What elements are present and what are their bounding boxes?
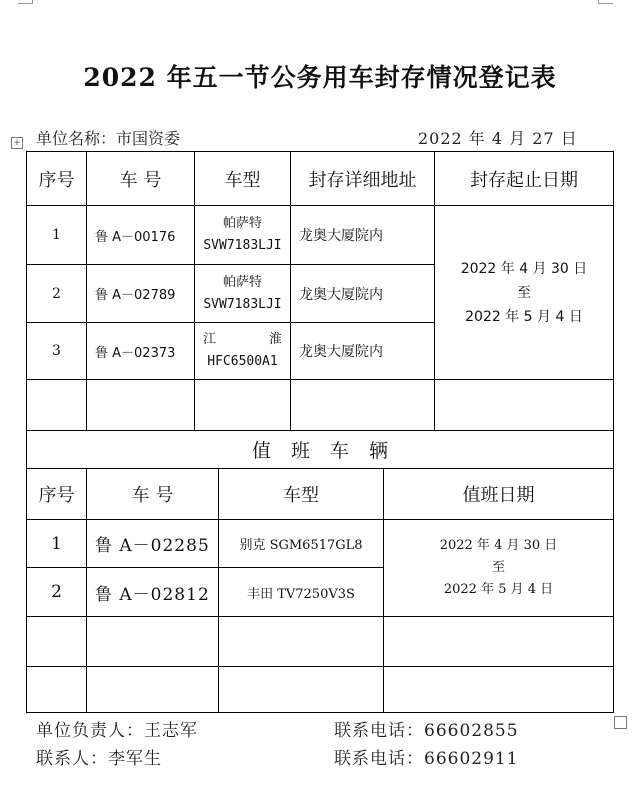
empty-row [27, 667, 614, 713]
empty-cell[interactable] [219, 667, 384, 713]
seal-address: 龙奥大厦院内 [291, 206, 435, 265]
table-header-row [27, 469, 614, 520]
empty-cell[interactable] [27, 667, 87, 713]
row-number: 2 [27, 265, 87, 323]
row-number: 3 [27, 323, 87, 380]
plate-number: 鲁 A－02789 [87, 265, 195, 323]
empty-row [27, 380, 614, 431]
table-move-handle-icon[interactable]: + [11, 137, 23, 149]
document-title: 2022 年五一节公务用车封存情况登记表 [83, 63, 557, 92]
vehicle-model: 丰田 TV7250V3S [219, 568, 384, 617]
row-number: 1 [27, 520, 87, 568]
table-row [27, 206, 614, 265]
row-number: 1 [27, 206, 87, 265]
duty-vehicles-table [26, 430, 614, 713]
registration-date: 2022 年 4 月 27 日 [418, 129, 578, 148]
plate-number: 鲁 A－00176 [87, 206, 195, 265]
empty-cell[interactable] [384, 667, 614, 713]
vehicle-model [195, 323, 291, 380]
page-corner-mark [598, 0, 613, 4]
empty-cell[interactable] [435, 380, 614, 431]
header-cell: 序号 [27, 152, 87, 206]
unit-name: 单位名称：市国资委 [36, 129, 181, 148]
empty-row [27, 617, 614, 667]
empty-cell[interactable] [291, 380, 435, 431]
leader-phone: 联系电话：66602855 [334, 721, 519, 741]
seal-address: 龙奥大厦院内 [291, 265, 435, 323]
vehicle-model: 别克 SGM6517GL8 [219, 520, 384, 568]
header-cell: 序号 [27, 469, 87, 520]
header-cell: 车 号 [87, 469, 219, 520]
header-cell: 封存详细地址 [291, 152, 435, 206]
empty-cell[interactable] [87, 617, 219, 667]
model-code: SVW7183LJI [203, 238, 282, 253]
contact-person: 联系人：李军生 [36, 749, 162, 769]
row-number: 2 [27, 568, 87, 617]
date-separator: 至 [517, 284, 531, 301]
model-name: 帕萨特 [222, 274, 262, 290]
plate-number: 鲁 A－02285 [87, 520, 219, 568]
date-from: 2022 年 4 月 30 日 [460, 260, 588, 277]
seal-date-range [435, 206, 614, 380]
duty-date-range [384, 520, 614, 617]
seal-address: 龙奥大厦院内 [291, 323, 435, 380]
empty-cell[interactable] [384, 617, 614, 667]
section-title-row [27, 431, 614, 469]
plate-number: 鲁 A－02373 [87, 323, 195, 380]
table-resize-handle-icon[interactable] [614, 716, 627, 729]
model-name: 帕萨特 [222, 216, 262, 231]
page-corner-mark [18, 0, 33, 4]
header-cell: 车型 [219, 469, 384, 520]
contact-phone: 联系电话：66602911 [334, 749, 519, 769]
empty-cell[interactable] [87, 667, 219, 713]
date-to: 2022 年 5 月 4 日 [465, 308, 583, 325]
header-cell: 值班日期 [384, 469, 614, 520]
vehicle-model [195, 206, 291, 265]
header-cell: 车 号 [87, 152, 195, 206]
vehicle-model [195, 265, 291, 323]
empty-cell[interactable] [27, 617, 87, 667]
table-row [27, 520, 614, 568]
unit-leader: 单位负责人：王志军 [36, 721, 198, 741]
model-code: SVW7183LJI [203, 296, 282, 312]
plate-number: 鲁 A－02812 [87, 568, 219, 617]
model-name-part: 淮 [268, 332, 282, 347]
empty-cell[interactable] [87, 380, 195, 431]
empty-cell[interactable] [195, 380, 291, 431]
model-name-part: 江 [203, 332, 217, 347]
model-name [195, 329, 290, 351]
duty-section-title: 值班车辆 [27, 431, 614, 469]
header-cell: 车型 [195, 152, 291, 206]
date-from: 2022 年 4 月 30 日 [439, 538, 558, 553]
header-cell: 封存起止日期 [435, 152, 614, 206]
empty-cell[interactable] [27, 380, 87, 431]
empty-cell[interactable] [219, 617, 384, 667]
date-to: 2022 年 5 月 4 日 [443, 582, 554, 597]
table-header-row [27, 152, 614, 206]
date-separator: 至 [492, 560, 506, 575]
sealed-vehicles-table [26, 151, 614, 431]
model-code: HFC6500A1 [207, 354, 278, 369]
